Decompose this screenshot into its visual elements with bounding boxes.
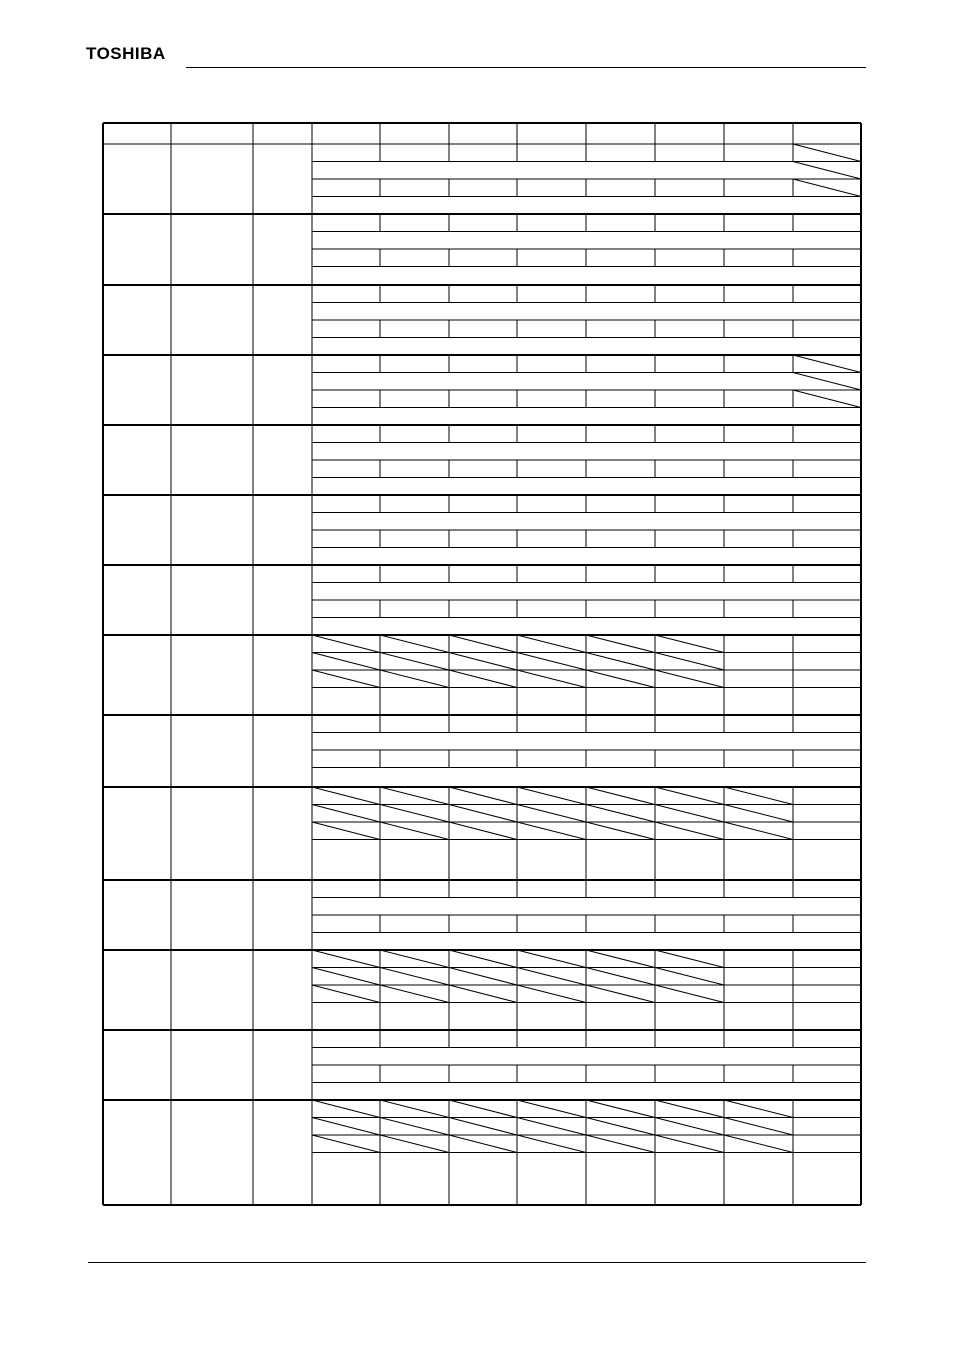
reserved-bit-hatch [724, 1135, 793, 1153]
reserved-bit-hatch [380, 787, 449, 805]
reserved-bit-hatch [586, 1135, 655, 1153]
reserved-bit-hatch [586, 985, 655, 1003]
reserved-bit-hatch [312, 787, 380, 805]
reserved-bit-hatch [586, 805, 655, 823]
reserved-bit-hatch [586, 968, 655, 986]
reserved-bit-hatch [586, 950, 655, 968]
reserved-bit-hatch [655, 787, 724, 805]
reserved-bit-hatch [586, 653, 655, 671]
reserved-bit-hatch [517, 805, 586, 823]
reserved-bit-hatch [724, 1100, 793, 1118]
reserved-bit-hatch [449, 653, 517, 671]
reserved-bit-hatch [380, 1118, 449, 1136]
reserved-bit-hatch [312, 968, 380, 986]
reserved-bit-hatch [586, 635, 655, 653]
reserved-bit-hatch [655, 1135, 724, 1153]
reserved-bit-hatch [449, 805, 517, 823]
reserved-bit-hatch [517, 822, 586, 840]
reserved-bit-hatch [793, 355, 861, 373]
reserved-bit-hatch [655, 805, 724, 823]
reserved-bit-hatch [793, 162, 861, 180]
reserved-bit-hatch [517, 1118, 586, 1136]
reserved-bit-hatch [517, 1135, 586, 1153]
reserved-bit-hatch [312, 1118, 380, 1136]
reserved-bit-hatch [380, 968, 449, 986]
reserved-bit-hatch [655, 670, 724, 688]
reserved-bit-hatch [655, 985, 724, 1003]
reserved-bit-hatch [517, 787, 586, 805]
reserved-bit-hatch [517, 950, 586, 968]
reserved-bit-hatch [312, 1135, 380, 1153]
reserved-bit-hatch [380, 653, 449, 671]
reserved-bit-hatch [449, 670, 517, 688]
reserved-bit-hatch [793, 390, 861, 408]
reserved-bit-hatch [449, 1100, 517, 1118]
reserved-bit-hatch [586, 1100, 655, 1118]
reserved-bit-hatch [517, 985, 586, 1003]
reserved-bit-hatch [586, 822, 655, 840]
reserved-bit-hatch [380, 1135, 449, 1153]
reserved-bit-hatch [517, 635, 586, 653]
reserved-bit-hatch [586, 787, 655, 805]
reserved-bit-hatch [312, 822, 380, 840]
reserved-bit-hatch [793, 373, 861, 391]
reserved-bit-hatch [586, 1118, 655, 1136]
reserved-bit-hatch [517, 1100, 586, 1118]
reserved-bit-hatch [449, 1118, 517, 1136]
reserved-bit-hatch [517, 653, 586, 671]
reserved-bit-hatch [655, 950, 724, 968]
reserved-bit-hatch [724, 1118, 793, 1136]
reserved-bit-hatch [793, 179, 861, 197]
reserved-bit-hatch [312, 1100, 380, 1118]
reserved-bit-hatch [312, 670, 380, 688]
reserved-bit-hatch [655, 653, 724, 671]
reserved-bit-hatch [655, 968, 724, 986]
reserved-bit-hatch [655, 1118, 724, 1136]
reserved-bit-hatch [380, 635, 449, 653]
reserved-bit-hatch [449, 635, 517, 653]
reserved-bit-hatch [380, 1100, 449, 1118]
reserved-bit-hatch [655, 822, 724, 840]
reserved-bit-hatch [380, 822, 449, 840]
reserved-bit-hatch [449, 950, 517, 968]
reserved-bit-hatch [655, 1100, 724, 1118]
reserved-bit-hatch [312, 635, 380, 653]
reserved-bit-hatch [312, 805, 380, 823]
reserved-bit-hatch [380, 670, 449, 688]
reserved-bit-hatch [724, 787, 793, 805]
reserved-bit-hatch [449, 1135, 517, 1153]
footer-rule [88, 1262, 866, 1263]
reserved-bit-hatch [312, 950, 380, 968]
reserved-bit-hatch [449, 968, 517, 986]
reserved-bit-hatch [449, 822, 517, 840]
reserved-bit-hatch [517, 968, 586, 986]
reserved-bit-hatch [655, 635, 724, 653]
reserved-bit-hatch [312, 985, 380, 1003]
reserved-bit-hatch [724, 805, 793, 823]
reserved-bit-hatch [380, 805, 449, 823]
reserved-bit-hatch [449, 985, 517, 1003]
reserved-bit-hatch [793, 144, 861, 162]
reserved-bit-hatch [586, 670, 655, 688]
reserved-bit-hatch [724, 822, 793, 840]
reserved-bit-hatch [449, 787, 517, 805]
toshiba-logo: TOSHIBA [86, 44, 166, 63]
reserved-bit-hatch [380, 985, 449, 1003]
reserved-bit-hatch [380, 950, 449, 968]
reserved-bit-hatch [517, 670, 586, 688]
reserved-bit-hatch [312, 653, 380, 671]
